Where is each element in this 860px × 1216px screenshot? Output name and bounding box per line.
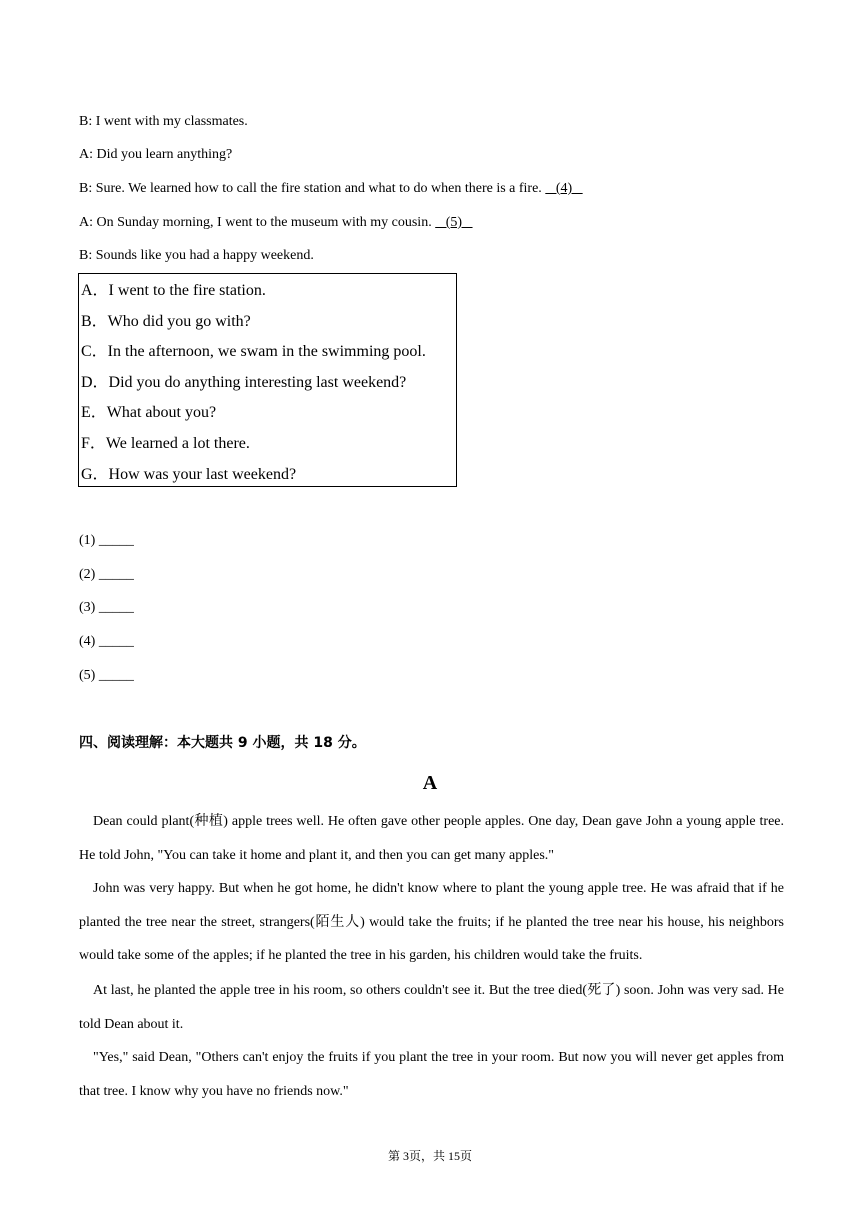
dialogue-line-1 xyxy=(79,113,248,131)
answer-blank-5[interactable]: (5) _____ xyxy=(79,668,134,683)
answer-blank-4[interactable]: (4) _____ xyxy=(79,634,134,649)
option-a: A．I went to the fire station. xyxy=(81,282,266,299)
option-d: D．Did you do anything interesting last weekend? xyxy=(81,373,407,391)
dialogue-text: A: Did you learn anything? xyxy=(79,147,233,162)
dialogue-line-4 xyxy=(79,214,473,232)
passage-title: A xyxy=(422,772,438,794)
option-c: C．In the afternoon, we swam in the swimming pool. xyxy=(81,343,426,361)
option-f: F．We learned a lot there. xyxy=(81,434,250,452)
blank-5: (5) xyxy=(435,215,473,230)
blank-4: (4) xyxy=(545,181,583,196)
answer-blank-2[interactable]: (2) _____ xyxy=(79,567,134,582)
answer-blank-3[interactable]: (3) _____ xyxy=(79,600,134,615)
dialogue-line-5 xyxy=(79,247,314,265)
dialogue-text: B: Sure. We learned how to call the fire station and what to do when there is a fire. xyxy=(79,181,546,196)
dialogue-line-3 xyxy=(79,180,583,198)
passage-paragraph-4: "Yes," said Dean, "Others can't enjoy the fruits if you plant the tree in your room. But now you will never get apples from that tree. I know why you have no friends now." xyxy=(79,1050,784,1099)
page-footer: 第 3页，共 15页 xyxy=(387,1149,472,1163)
option-b: B．Who did you go with? xyxy=(81,312,251,330)
dialogue-text: A: On Sunday morning, I went to the museum with my cousin. xyxy=(79,215,436,230)
passage-paragraph-1: Dean could plant(种植) apple trees well. He often gave other people apples. One day, Dean gave John a young apple tree. He told John, "You can take it home and plant it, and then you can get many apples." xyxy=(79,814,784,863)
section-heading: 四、阅读理解：本大题共 9 小题，共 18 分。 xyxy=(79,735,366,751)
dialogue-line-2 xyxy=(79,146,232,164)
option-g: G．How was your last weekend? xyxy=(81,465,297,483)
passage-paragraph-2: John was very happy. But when he got home, he didn't know where to plant the young apple tree. He was afraid that if he planted the tree near the street, strangers(陌生人) would take the fruits; if he planted the tree near his house, his neighbors would take some of the apples; if he planted the tree in his garden, his children would take the fruits. xyxy=(79,881,784,964)
dialogue-text: B: Sounds like you had a happy weekend. xyxy=(79,248,314,263)
dialogue-text: B: I went with my classmates. xyxy=(79,114,248,129)
option-e: E．What about you? xyxy=(81,404,217,422)
answer-blank-1[interactable]: (1) _____ xyxy=(79,533,134,548)
passage-paragraph-3: At last, he planted the apple tree in his room, so others couldn't see it. But the tree died(死了) soon. John was very sad. He told Dean about it. xyxy=(79,983,784,1032)
options-box xyxy=(78,273,457,487)
